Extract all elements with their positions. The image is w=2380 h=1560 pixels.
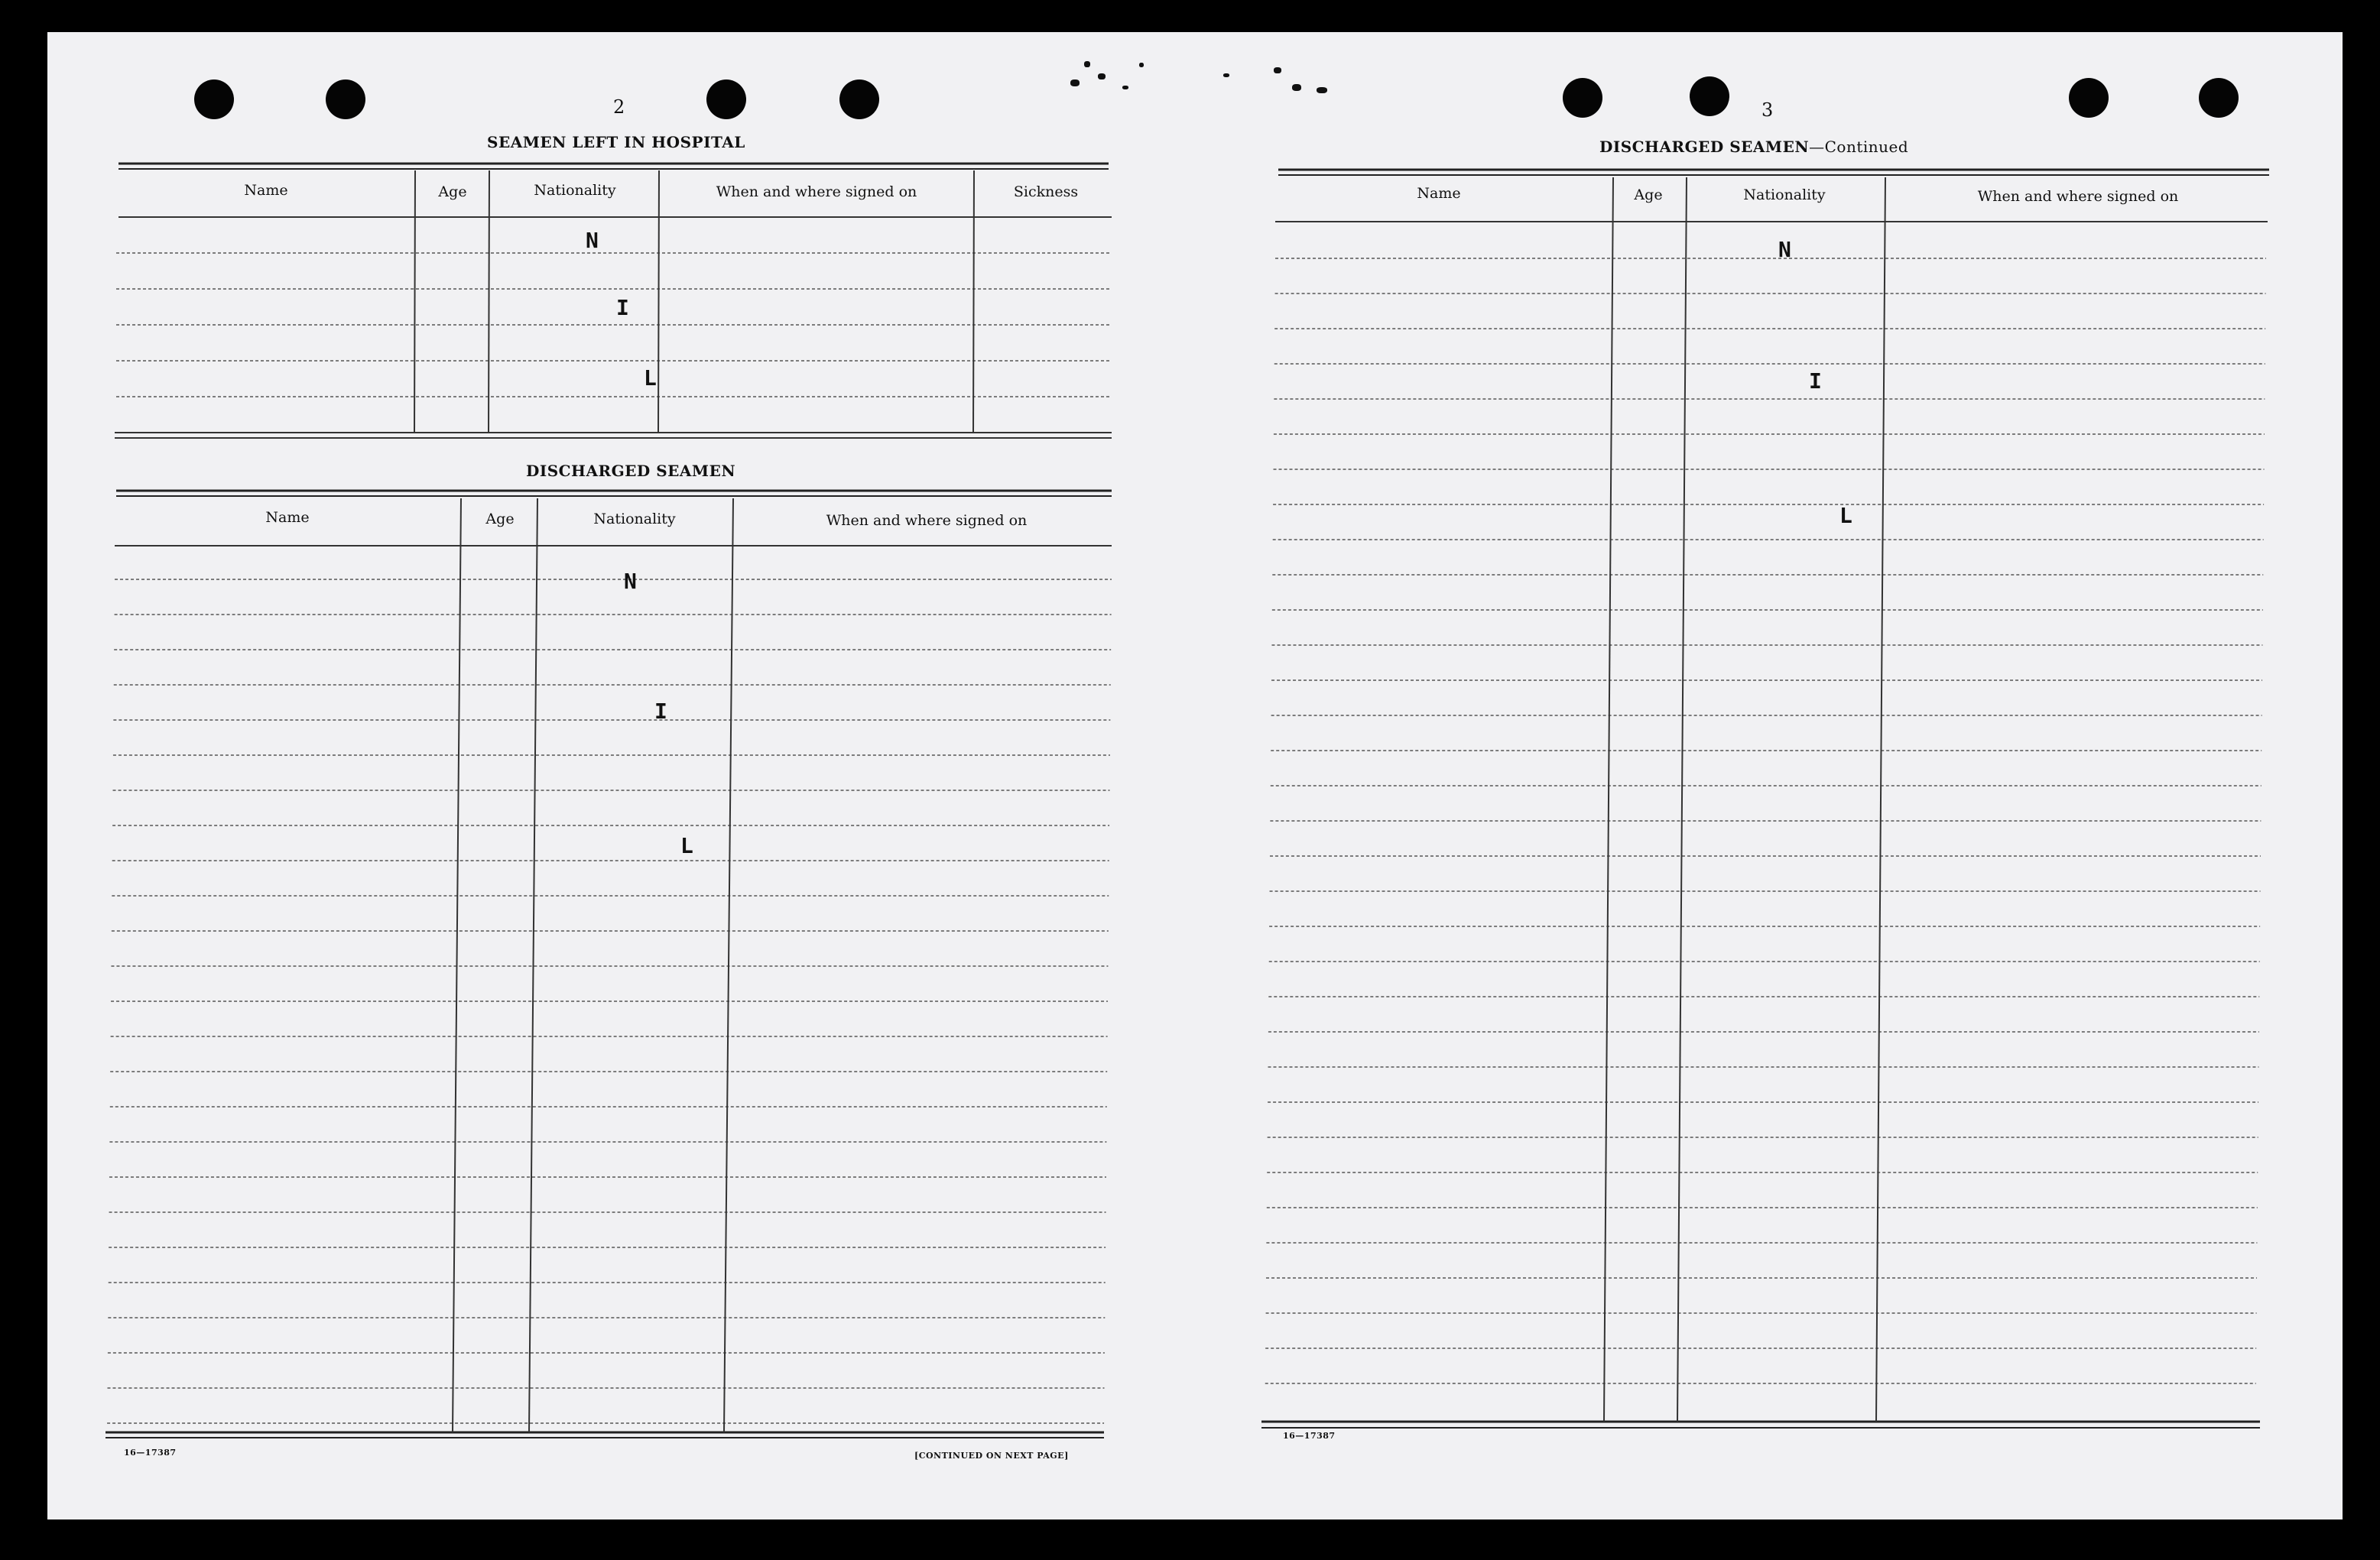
column-header-age: Age (485, 511, 515, 527)
section-title-hospital: SEAMEN LEFT IN HOSPITAL (487, 133, 745, 151)
page-number: 3 (1761, 99, 1774, 121)
nil-letter: I (654, 699, 667, 724)
column-header-nationality: Nationality (1743, 186, 1826, 203)
column-header-nationality: Nationality (593, 511, 676, 527)
nil-letter: N (586, 228, 599, 253)
column-header-age: Age (1634, 186, 1663, 203)
column-header-signed-on: When and where signed on (826, 512, 1028, 529)
nil-letter: N (624, 569, 637, 594)
column-header-age: Age (438, 183, 467, 200)
column-header-name: Name (1417, 185, 1461, 202)
nil-letter: I (616, 295, 629, 320)
column-header-signed-on: When and where signed on (716, 183, 917, 200)
nil-letter: N (1778, 237, 1791, 262)
column-header-name: Name (244, 182, 288, 199)
nil-letter: L (680, 833, 693, 858)
continued-note: [CONTINUED ON NEXT PAGE] (914, 1451, 1069, 1461)
form-number: 16—17387 (1283, 1431, 1336, 1441)
nil-letter: L (644, 365, 657, 391)
column-header-signed-on: When and where signed on (1977, 188, 2179, 205)
page-number: 2 (613, 96, 625, 118)
column-header-nationality: Nationality (534, 182, 616, 199)
nil-letter: I (1809, 368, 1822, 394)
section-title-discharged: DISCHARGED SEAMEN (526, 462, 736, 480)
form-number: 16—17387 (124, 1448, 177, 1458)
column-header-sickness: Sickness (1013, 183, 1079, 200)
section-title-discharged-continued (1599, 138, 1908, 156)
nil-letter: L (1839, 503, 1852, 528)
section-title-text: DISCHARGED SEAMEN (1599, 138, 1810, 156)
section-title-suffix: —Continued (1809, 138, 1909, 156)
column-header-name: Name (265, 509, 310, 526)
